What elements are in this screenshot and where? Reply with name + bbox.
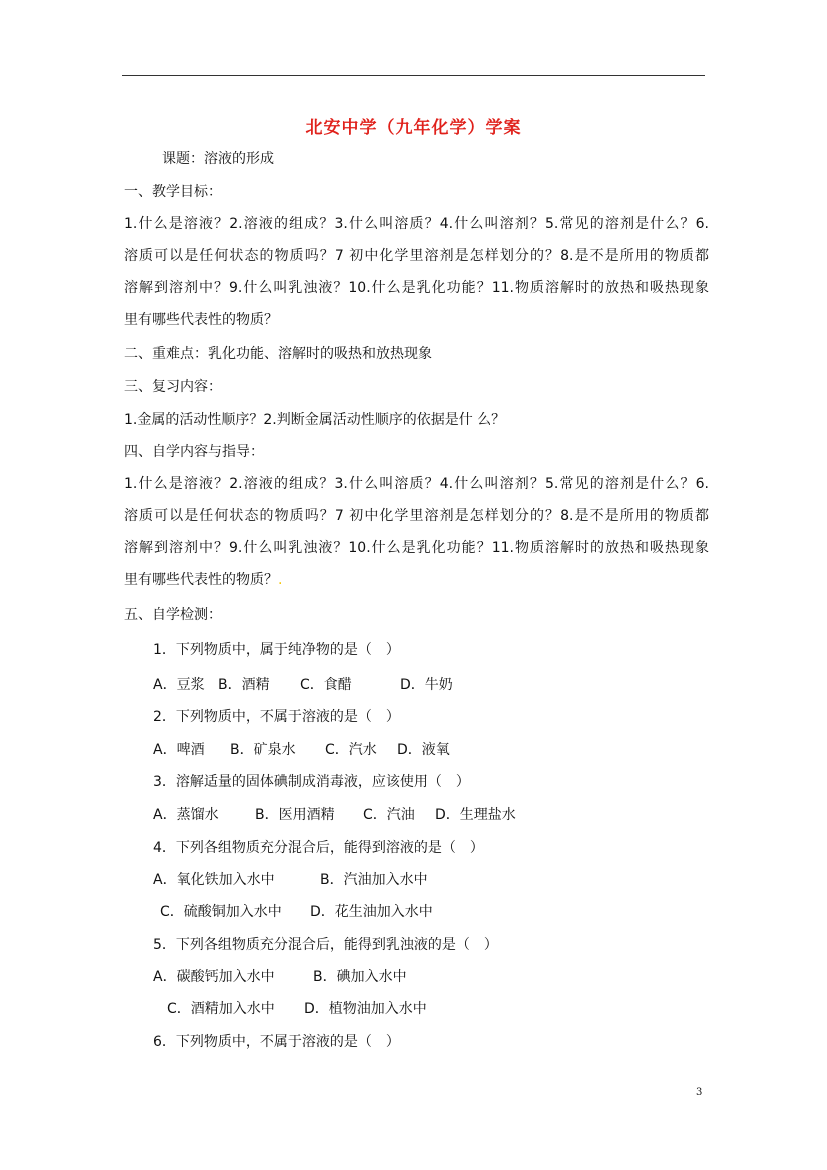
paragraph-line: 溶解到溶剂中？9.什么叫乳浊液？10.什么是乳化功能？11.物质溶解时的放热和吸热现象 [124,280,709,296]
section-4-paragraph [124,474,709,602]
option-a: A．氧化铁加入水中 [153,872,275,888]
option-c: C．食醋 [300,677,352,693]
question-4-option-a [153,870,428,890]
question-3-options [153,805,516,825]
option-a: A．啤酒 [153,742,205,758]
topic-line: 课题：溶液的形成 [162,151,274,167]
option-a: A．蒸馏水 [153,807,219,823]
option-a: A．豆浆 [153,677,205,693]
section-1-heading: 一、教学目标： [124,184,222,200]
paragraph-line: 溶质可以是任何状态的物质吗？7 初中化学里溶剂是怎样划分的？8.是不是所用的物质都 [124,248,709,264]
paragraph-line: 1.什么是溶液？2.溶液的组成？3.什么叫溶质？4.什么叫溶剂？5.常见的溶剂是什么？6. [124,216,709,232]
option-b: B．汽油加入水中 [320,872,428,888]
document-title: 北安中学（九年化学）学案 [305,118,522,138]
option-d: D．花生油加入水中 [310,904,433,920]
question-3-stem: 3．溶解适量的固体碘制成消毒液，应该使用（ ） [153,774,470,790]
question-6-stem: 6．下列物质中，不属于溶液的是（ ） [153,1034,400,1050]
section-1-paragraph [124,214,709,342]
question-4-option-c [160,902,433,922]
question-2-stem: 2．下列物质中，不属于溶液的是（ ） [153,709,400,725]
option-a: A．碳酸钙加入水中 [153,969,275,985]
paragraph-line: 溶质可以是任何状态的物质吗？7 初中化学里溶剂是怎样划分的？8.是不是所用的物质都 [124,508,709,524]
header-rule [122,75,705,76]
yellow-mark: . [278,572,283,588]
option-c: C．硫酸铜加入水中 [160,904,282,920]
section-2-heading: 二、重难点：乳化功能、溶解时的吸热和放热现象 [124,346,432,362]
page-number: 3 [696,1087,703,1098]
option-d: D．液氧 [397,742,450,758]
option-b: B．矿泉水 [230,742,296,758]
section-4-heading: 四、自学内容与指导： [124,444,264,460]
option-d: D．生理盐水 [435,807,516,823]
question-5-option-c [167,999,427,1019]
option-c: C．汽油 [363,807,415,823]
option-b: B．医用酒精 [255,807,335,823]
question-4-stem: 4．下列各组物质充分混合后，能得到溶液的是（ ） [153,840,484,856]
option-c: C．汽水 [325,742,377,758]
option-d: D．植物油加入水中 [304,1001,427,1017]
paragraph-line: 里有哪些代表性的物质？ [124,312,278,328]
option-d: D．牛奶 [400,677,453,693]
paragraph-line: 溶解到溶剂中？9.什么叫乳浊液？10.什么是乳化功能？11.物质溶解时的放热和吸热现象 [124,540,709,556]
question-5-stem: 5．下列各组物质充分混合后，能得到乳浊液的是（ ） [153,937,498,953]
question-2-options [153,740,450,760]
option-b: B．酒精 [218,677,270,693]
section-5-heading: 五、自学检测： [124,607,222,623]
paragraph-line [124,570,709,602]
option-c: C．酒精加入水中 [167,1001,275,1017]
paragraph-line: 1.什么是溶液？2.溶液的组成？3.什么叫溶质？4.什么叫溶剂？5.常见的溶剂是什么？6. [124,476,709,492]
option-b: B．碘加入水中 [313,969,407,985]
question-1-stem: 1．下列物质中，属于纯净物的是（ ） [153,642,400,658]
section-3-line: 1.金属的活动性顺序？2.判断金属活动性顺序的依据是什 么？ [124,412,506,428]
question-5-option-a [153,967,407,987]
question-1-options [153,675,453,695]
paragraph-line-text: 里有哪些代表性的物质？ [124,572,278,588]
section-3-heading: 三、复习内容： [124,379,222,395]
